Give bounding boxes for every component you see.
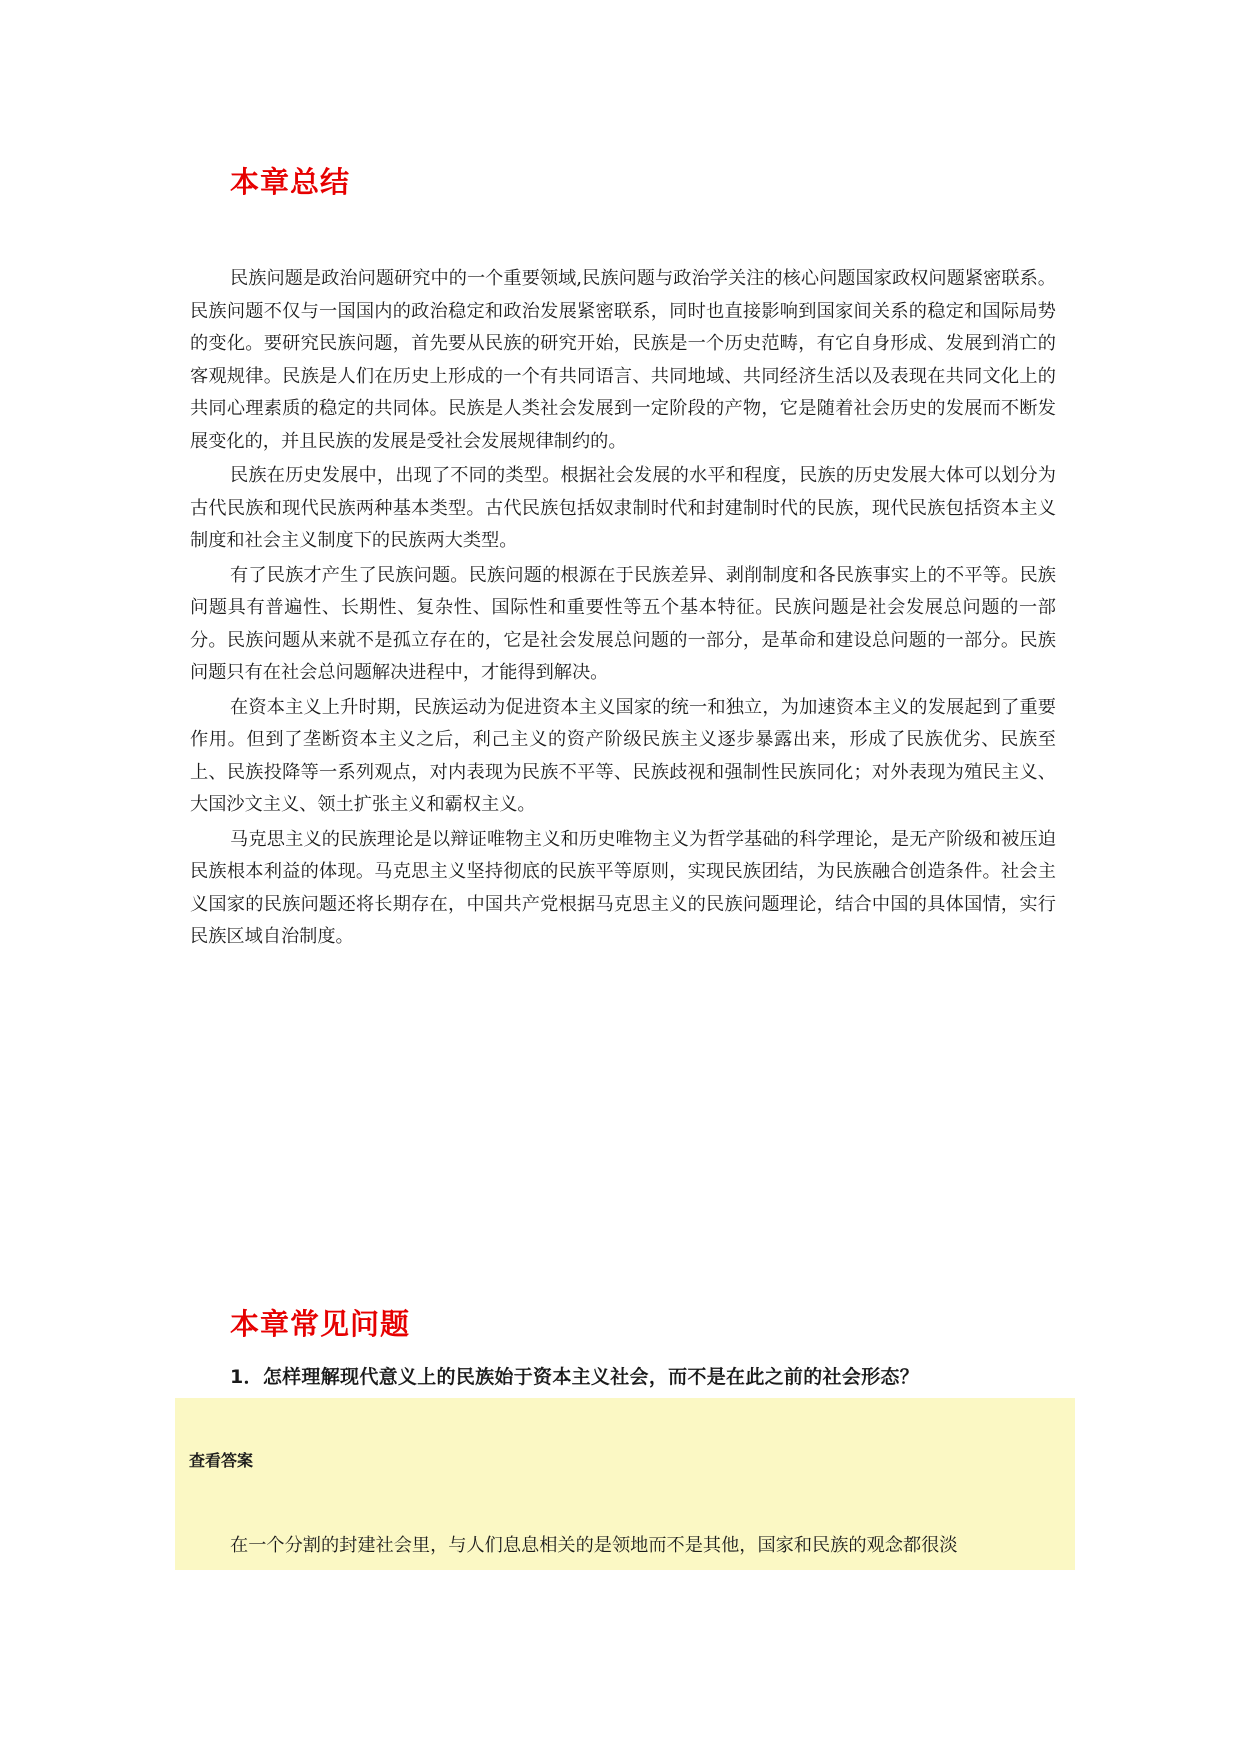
summary-paragraph-5: 马克思主义的民族理论是以辩证唯物主义和历史唯物主义为哲学基础的科学理论，是无产阶级和被压迫民族根本利益的体现。马克思主义坚持彻底的民族平等原则，实现民族团结，为民族融合创造条件。社会主义国家的民族问题还将长期存在，中国共产党根据马克思主义的民族问题理论，结合中国的具体国情，实行民族区域自治制度。 [190, 828, 1056, 947]
summary-paragraph-3: 有了民族才产生了民族问题。民族问题的根源在于民族差异、剥削制度和各民族事实上的不平等。民族问题具有普遍性、长期性、复杂性、国际性和重要性等五个基本特征。民族问题是社会发展总问题的一部分。民族问题从来就不是孤立存在的，它是社会发展总问题的一部分，是革命和建设总问题的一部分。民族问题只有在社会总问题解决进程中，才能得到解决。 [190, 564, 1056, 683]
answer-panel [175, 1398, 1075, 1570]
summary-paragraph-2: 民族在历史发展中，出现了不同的类型。根据社会发展的水平和程度，民族的历史发展大体可以划分为古代民族和现代民族两种基本类型。古代民族包括奴隶制时代和封建制时代的民族，现代民族包括资本主义制度和社会主义制度下的民族两大类型。 [190, 465, 1056, 551]
summary-paragraph-4: 在资本主义上升时期，民族运动为促进资本主义国家的统一和独立，为加速资本主义的发展起到了重要作用。但到了垄断资本主义之后，利己主义的资产阶级民族主义逐步暴露出来，形成了民族优劣、民族至上、民族投降等一系列观点，对内表现为民族不平等、民族歧视和强制性民族同化；对外表现为殖民主义、大国沙文主义、领土扩张主义和霸权主义。 [190, 696, 1056, 815]
summary-paragraph-1: 民族问题是政治问题研究中的一个重要领域,民族问题与政治学关注的核心问题国家政权问题紧密联系。民族问题不仅与一国国内的政治稳定和政治发展紧密联系，同时也直接影响到国家间关系的稳定和国际局势的变化。要研究民族问题，首先要从民族的研究开始，民族是一个历史范畴，有它自身形成、发展到消亡的客观规律。民族是人们在历史上形成的一个有共同语言、共同地域、共同经济生活以及表现在共同文化上的共同心理素质的稳定的共同体。民族是人类社会发展到一定阶段的产物，它是随着社会历史的发展而不断发展变化的，并且民族的发展是受社会发展规律制约的。 [190, 268, 1056, 452]
chapter-summary-heading: 本章总结 [230, 165, 351, 199]
summary-body [190, 263, 1056, 954]
faq-question-1: 1．怎样理解现代意义上的民族始于资本主义社会，而不是在此之前的社会形态？ [230, 1366, 920, 1388]
view-answer-link[interactable]: 查看答案 [189, 1451, 254, 1470]
answer-text: 在一个分割的封建社会里，与人们息息相关的是领地而不是其他，国家和民族的观念都很淡 [230, 1535, 958, 1556]
chapter-faq-heading: 本章常见问题 [230, 1307, 411, 1341]
